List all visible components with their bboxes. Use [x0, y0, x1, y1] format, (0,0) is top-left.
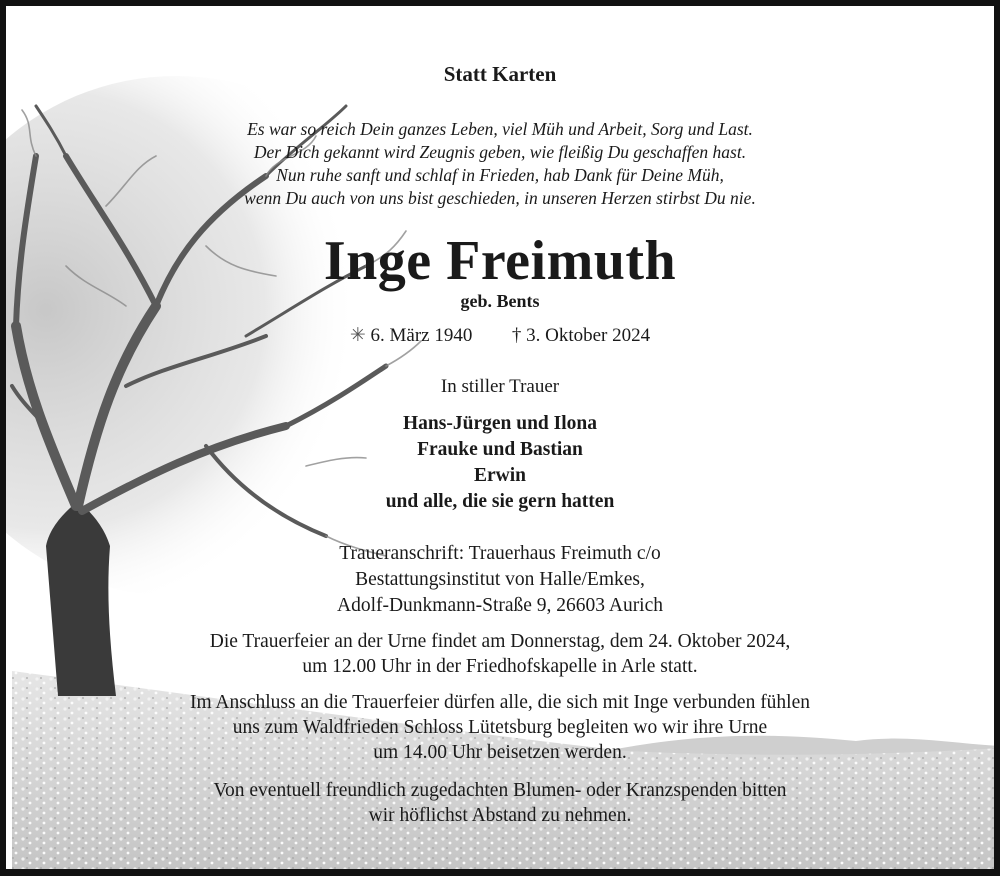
service-line: Die Trauerfeier an der Urne findet am Donnerstag, dem 24. Oktober 2024,: [209, 631, 791, 652]
service-line: um 12.00 Uhr in der Friedhofskapelle in Arle statt.: [302, 656, 698, 677]
flowers-line: wir höflichst Abstand zu nehmen.: [368, 805, 632, 826]
birth-name: geb. Bents: [460, 291, 540, 311]
mourner-name: Hans-Jürgen und Ilona: [403, 413, 597, 434]
mourner-name: Erwin: [473, 465, 526, 486]
burial-line: Im Anschluss an die Trauerfeier dürfen alle, die sich mit Inge verbunden fühlen: [189, 692, 811, 713]
life-dates: [6, 324, 994, 347]
burial-line: uns zum Waldfrieden Schloss Lütetsburg begleiten wo wir ihre Urne: [232, 717, 768, 738]
verse-line: wenn Du auch von uns bist geschieden, in unseren Herzen stirbst Du nie.: [244, 188, 756, 208]
death-date: 3. Oktober 2024: [526, 325, 651, 346]
verse-line: Der Dich gekannt wird Zeugnis geben, wie fleißig Du geschaffen hast.: [253, 142, 747, 162]
birth-date: 6. März 1940: [370, 325, 473, 346]
burial-line: um 14.00 Uhr beisetzen werden.: [373, 742, 627, 763]
mourner-name: und alle, die sie gern hatten: [385, 491, 615, 512]
flowers-line: Von eventuell freundlich zugedachten Blumen- oder Kranzspenden bitten: [213, 780, 787, 801]
address-line: Adolf-Dunkmann-Straße 9, 26603 Aurich: [336, 595, 664, 616]
deceased-name: Inge Freimuth: [323, 230, 677, 292]
address-line: Traueranschrift: Trauerhaus Freimuth c/o: [339, 543, 661, 564]
death-cross-icon: †: [511, 325, 522, 346]
verse-line: Nun ruhe sanft und schlaf in Frieden, hab Dank für Deine Müh,: [276, 165, 724, 185]
mourner-name: Frauke und Bastian: [417, 439, 583, 460]
header-title: Statt Karten: [443, 62, 557, 86]
mourning-line: In stiller Trauer: [440, 376, 560, 397]
verse-line: Es war so reich Dein ganzes Leben, viel Müh und Arbeit, Sorg und Last.: [247, 119, 753, 139]
address-line: Bestattungsinstitut von Halle/Emkes,: [355, 569, 645, 590]
birth-star-icon: ✳: [349, 325, 366, 346]
